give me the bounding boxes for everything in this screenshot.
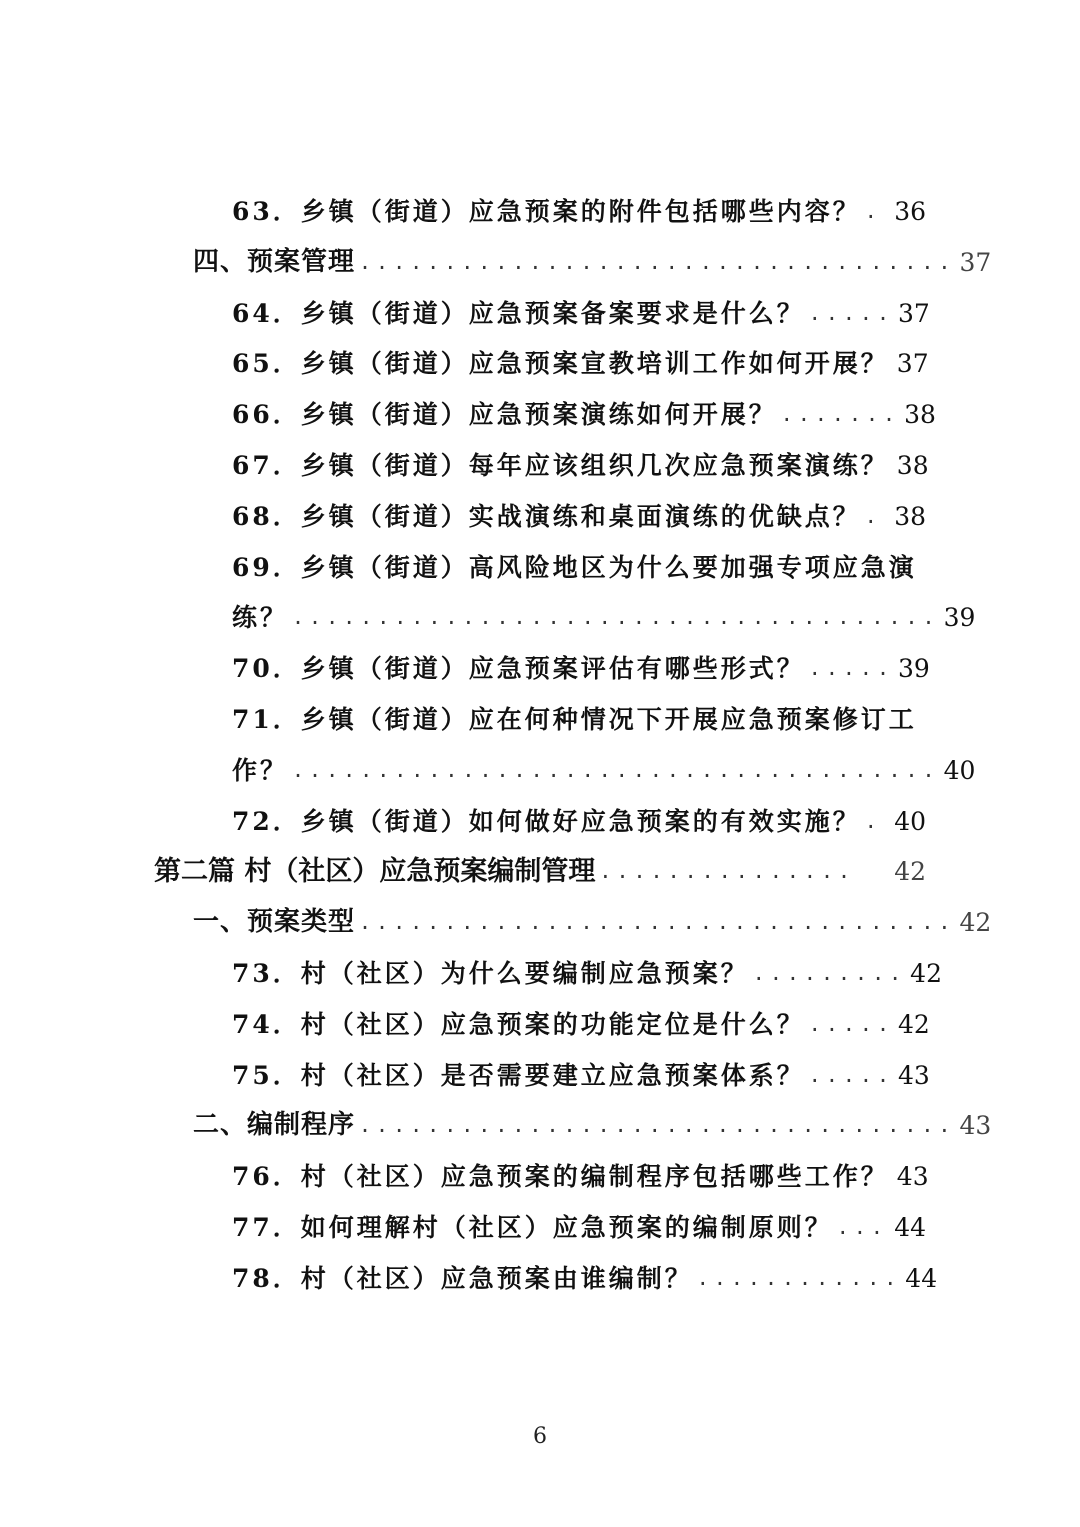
toc-entry-page: 37 [896, 349, 929, 378]
toc-entry-page: 37 [959, 248, 992, 277]
toc-entry [193, 237, 992, 288]
toc-entry [154, 846, 926, 897]
toc-entry-page: 40 [894, 807, 926, 836]
toc-entry-leader: ............... [599, 859, 856, 883]
toc-entry [232, 745, 976, 796]
toc-entry-leader: ....... [780, 402, 901, 426]
toc-entry-leader: ............ [696, 1266, 902, 1290]
toc-entry-title: 76．村（社区）应急预案的编制程序包括哪些工作？ [232, 1162, 889, 1191]
toc-entry [232, 796, 926, 847]
toc-entry [232, 389, 936, 440]
toc-entry [232, 288, 930, 339]
toc-entry-leader: ...................................... [292, 758, 940, 782]
toc-entry-page: 42 [894, 857, 926, 886]
toc-entry-title: 78．村（社区）应急预案由谁编制？ [232, 1264, 693, 1293]
toc-entry-title: 一、预案类型 [193, 907, 356, 937]
toc-entry-leader: ..... [808, 1063, 895, 1087]
toc-entry-title: 69．乡镇（街道）高风险地区为什么要加强专项应急演 [232, 553, 917, 582]
toc-entry-page: 44 [905, 1264, 938, 1293]
toc-entry-title: 63．乡镇（街道）应急预案的附件包括哪些内容？ [232, 197, 861, 226]
toc-entry [232, 1202, 926, 1253]
toc-entry-page: 40 [943, 756, 976, 785]
toc-entry [193, 1100, 992, 1151]
toc-entry-page: 42 [898, 1010, 930, 1039]
toc-entry-page: 43 [959, 1111, 992, 1140]
toc-entry-title: 二、编制程序 [193, 1110, 356, 1140]
toc-entry-page: 38 [896, 451, 929, 480]
toc-entry-title: 66．乡镇（街道）应急预案演练如何开展？ [232, 400, 777, 429]
toc-entry-leader: ................................... [359, 250, 956, 274]
toc-entry-leader: ................................... [359, 1113, 956, 1137]
toc-entry-page: 37 [898, 299, 930, 328]
toc-entry-page: 38 [904, 400, 936, 429]
toc-entry [232, 1050, 930, 1101]
toc-entry-title: 74．村（社区）应急预案的功能定位是什么？ [232, 1010, 805, 1039]
toc-entry-title: 72．乡镇（街道）如何做好应急预案的有效实施？ [232, 807, 861, 836]
toc-entry-title: 练？ [232, 603, 289, 632]
toc-entry-title: 68．乡镇（街道）实战演练和桌面演练的优缺点？ [232, 502, 861, 531]
toc-entry [232, 999, 930, 1050]
toc-entry [232, 491, 926, 542]
toc-entry-title: 作？ [232, 756, 289, 785]
toc-entry-title: 77．如何理解村（社区）应急预案的编制原则？ [232, 1213, 833, 1242]
toc-entry-title: 75．村（社区）是否需要建立应急预案体系？ [232, 1061, 805, 1090]
toc-entry-page: 39 [943, 603, 976, 632]
toc-entry [232, 948, 942, 999]
toc-entry [232, 643, 930, 694]
toc-entry-leader: ...................................... [292, 605, 940, 629]
toc-entry-page: 36 [894, 197, 926, 226]
toc-entry-page: 43 [898, 1061, 930, 1090]
page-number: 6 [533, 1424, 547, 1449]
toc-entry [232, 1151, 929, 1202]
toc-entry-leader: . [864, 809, 882, 833]
toc-entry-title: 65．乡镇（街道）应急预案宣教培训工作如何开展？ [232, 349, 889, 378]
toc-entry-leader: ... [836, 1215, 888, 1239]
toc-entry-page: 42 [959, 908, 992, 937]
toc-entry [232, 338, 929, 389]
toc-entry-leader: ......... [752, 961, 907, 985]
toc-entry-leader: ..... [808, 301, 895, 325]
toc-entry [232, 592, 976, 643]
toc-entry-page: 39 [898, 654, 930, 683]
toc-entry [232, 186, 926, 237]
toc-entry-title: 第二篇 村（社区）应急预案编制管理 [154, 856, 596, 887]
toc-entry [232, 440, 929, 491]
toc-entry-page: 44 [894, 1213, 926, 1242]
toc-entry-title: 67．乡镇（街道）每年应该组织几次应急预案演练？ [232, 451, 889, 480]
toc-entry-leader: ..... [808, 1012, 895, 1036]
toc-entry-page: 38 [894, 502, 926, 531]
toc-entry-leader: . [864, 504, 882, 528]
toc-entry-title: 70．乡镇（街道）应急预案评估有哪些形式？ [232, 654, 805, 683]
toc-entry-leader: ..... [808, 656, 895, 680]
toc-entry-leader: ................................... [359, 910, 956, 934]
toc-entry-title: 四、预案管理 [193, 247, 356, 277]
toc-entry-title: 71．乡镇（街道）应在何种情况下开展应急预案修订工 [232, 705, 917, 734]
toc-entry-leader: . [864, 199, 882, 223]
toc-entry-title: 73．村（社区）为什么要编制应急预案？ [232, 959, 749, 988]
toc-entry [232, 694, 926, 745]
toc-entry-title: 64．乡镇（街道）应急预案备案要求是什么？ [232, 299, 805, 328]
toc-entry [232, 542, 926, 593]
toc-entry-page: 42 [910, 959, 942, 988]
toc-entry [232, 1253, 938, 1304]
toc-entry-page: 43 [896, 1162, 929, 1191]
toc-entry [193, 897, 992, 948]
